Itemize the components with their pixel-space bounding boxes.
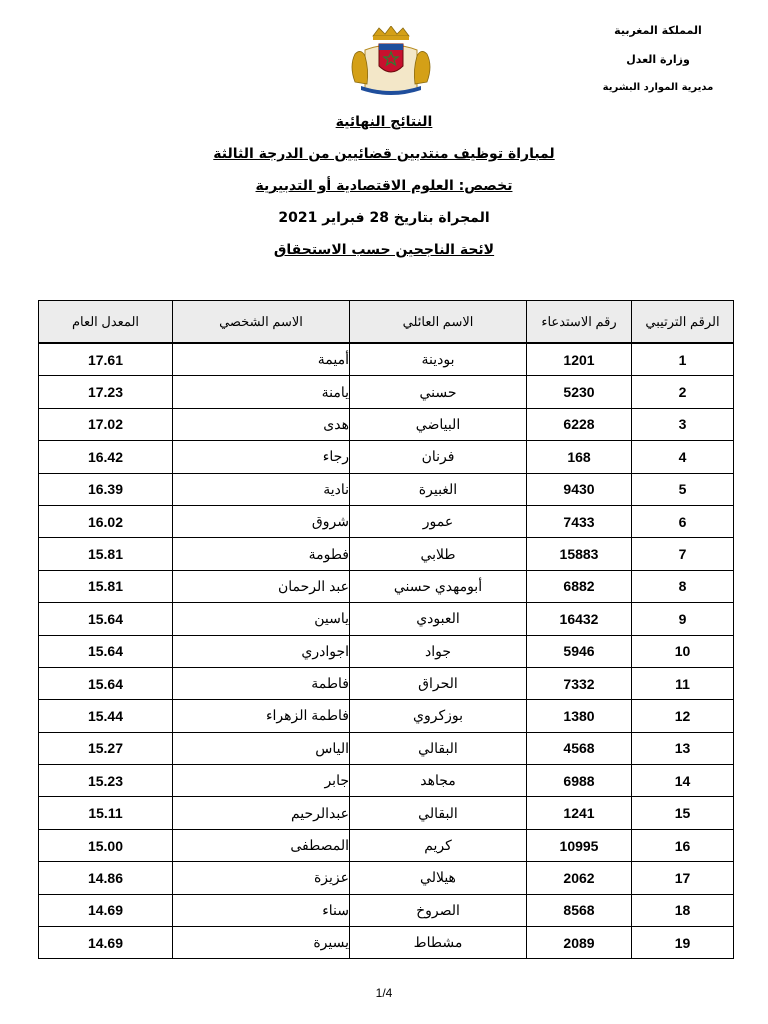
cell-family-name: كريم (350, 829, 527, 861)
cell-convocation-number: 9430 (527, 473, 632, 505)
table-row (39, 927, 734, 959)
cell-rank: 11 (632, 667, 734, 699)
table-row (39, 376, 734, 408)
cell-first-name: رجاء (173, 441, 350, 473)
cell-family-name: هيلالي (350, 862, 527, 894)
table-row (39, 894, 734, 926)
cell-family-name: مشطاط (350, 927, 527, 959)
cell-rank: 10 (632, 635, 734, 667)
cell-average: 15.11 (39, 797, 173, 829)
cell-convocation-number: 2089 (527, 927, 632, 959)
cell-average: 14.86 (39, 862, 173, 894)
cell-convocation-number: 16432 (527, 603, 632, 635)
cell-family-name: البياضي (350, 408, 527, 440)
table-row (39, 765, 734, 797)
title-ranked-list: لائحة الناجحين حسب الاستحقاق (273, 242, 495, 258)
cell-rank: 5 (632, 473, 734, 505)
cell-convocation-number: 4568 (527, 732, 632, 764)
cell-family-name: بودينة (350, 343, 527, 376)
header-average: المعدل العام (39, 301, 173, 344)
cell-convocation-number: 1380 (527, 700, 632, 732)
cell-rank: 13 (632, 732, 734, 764)
cell-first-name: عزيزة (173, 862, 350, 894)
cell-convocation-number: 1241 (527, 797, 632, 829)
cell-family-name: العبودي (350, 603, 527, 635)
table-row (39, 603, 734, 635)
cell-average: 17.23 (39, 376, 173, 408)
cell-average: 15.00 (39, 829, 173, 861)
cell-average: 17.02 (39, 408, 173, 440)
cell-family-name: فرنان (350, 441, 527, 473)
cell-rank: 4 (632, 441, 734, 473)
cell-rank: 14 (632, 765, 734, 797)
table-row (39, 408, 734, 440)
cell-first-name: يسيرة (173, 927, 350, 959)
table-row (39, 829, 734, 861)
directorate-label: مديرية الموارد البشرية (602, 82, 714, 93)
table-row (39, 797, 734, 829)
header-rank: الرقم الترتيبي (632, 301, 734, 344)
document-titles (0, 108, 768, 268)
cell-convocation-number: 15883 (527, 538, 632, 570)
cell-average: 15.44 (39, 700, 173, 732)
cell-first-name: اجوادري (173, 635, 350, 667)
ministry-label: وزارة العدل (626, 53, 690, 66)
page-number: 1/4 (375, 986, 393, 1000)
cell-convocation-number: 8568 (527, 894, 632, 926)
title-specialty: تخصص: العلوم الاقتصادية أو التدبيرية (255, 178, 513, 194)
kingdom-label: المملكة المغربية (614, 24, 702, 37)
cell-first-name: فاطمة (173, 667, 350, 699)
title-date: المجراة بتاريخ 28 فبراير 2021 (278, 210, 490, 226)
cell-rank: 17 (632, 862, 734, 894)
cell-family-name: الصروخ (350, 894, 527, 926)
cell-convocation-number: 6882 (527, 570, 632, 602)
cell-convocation-number: 7433 (527, 505, 632, 537)
cell-rank: 8 (632, 570, 734, 602)
cell-average: 14.69 (39, 894, 173, 926)
cell-convocation-number: 10995 (527, 829, 632, 861)
cell-family-name: عمور (350, 505, 527, 537)
cell-average: 15.64 (39, 635, 173, 667)
cell-convocation-number: 2062 (527, 862, 632, 894)
cell-first-name: عبد الرحمان (173, 570, 350, 602)
cell-first-name: يامنة (173, 376, 350, 408)
title-final-results: النتائج النهائية (335, 114, 433, 130)
table-row (39, 700, 734, 732)
table-row (39, 667, 734, 699)
cell-first-name: جابر (173, 765, 350, 797)
table-header-row (39, 301, 734, 344)
cell-average: 15.23 (39, 765, 173, 797)
cell-average: 15.27 (39, 732, 173, 764)
cell-rank: 18 (632, 894, 734, 926)
cell-convocation-number: 5946 (527, 635, 632, 667)
cell-family-name: جواد (350, 635, 527, 667)
cell-average: 14.69 (39, 927, 173, 959)
cell-first-name: ياسين (173, 603, 350, 635)
table-row (39, 343, 734, 376)
cell-family-name: الغبيرة (350, 473, 527, 505)
table-row (39, 635, 734, 667)
header-first-name: الاسم الشخصي (173, 301, 350, 344)
cell-average: 15.64 (39, 667, 173, 699)
cell-family-name: البقالي (350, 797, 527, 829)
table-row (39, 505, 734, 537)
cell-rank: 9 (632, 603, 734, 635)
cell-convocation-number: 6228 (527, 408, 632, 440)
cell-first-name: نادية (173, 473, 350, 505)
cell-rank: 7 (632, 538, 734, 570)
cell-first-name: الياس (173, 732, 350, 764)
cell-first-name: هدى (173, 408, 350, 440)
cell-convocation-number: 5230 (527, 376, 632, 408)
cell-average: 15.81 (39, 538, 173, 570)
cell-family-name: بوزكروي (350, 700, 527, 732)
cell-first-name: شروق (173, 505, 350, 537)
cell-average: 15.81 (39, 570, 173, 602)
cell-average: 16.39 (39, 473, 173, 505)
header-convocation-number: رقم الاستدعاء (527, 301, 632, 344)
results-table (38, 300, 734, 959)
cell-first-name: عبدالرحيم (173, 797, 350, 829)
table-row (39, 473, 734, 505)
cell-rank: 15 (632, 797, 734, 829)
issuer-block (588, 24, 728, 109)
cell-first-name: أميمة (173, 343, 350, 376)
table-row (39, 538, 734, 570)
cell-family-name: الحراق (350, 667, 527, 699)
cell-rank: 2 (632, 376, 734, 408)
cell-rank: 12 (632, 700, 734, 732)
cell-family-name: حسني (350, 376, 527, 408)
title-competition: لمباراة توظيف منتدبين قضائيين من الدرجة الثالثة (213, 146, 555, 162)
cell-family-name: مجاهد (350, 765, 527, 797)
table-row (39, 732, 734, 764)
table-row (39, 570, 734, 602)
cell-family-name: أبومهدي حسني (350, 570, 527, 602)
cell-first-name: فطومة (173, 538, 350, 570)
cell-family-name: طلابي (350, 538, 527, 570)
cell-rank: 1 (632, 343, 734, 376)
cell-convocation-number: 1201 (527, 343, 632, 376)
cell-first-name: المصطفى (173, 829, 350, 861)
header-family-name: الاسم العائلي (350, 301, 527, 344)
cell-first-name: فاطمة الزهراء (173, 700, 350, 732)
cell-convocation-number: 168 (527, 441, 632, 473)
cell-family-name: البقالي (350, 732, 527, 764)
cell-rank: 16 (632, 829, 734, 861)
cell-first-name: سناء (173, 894, 350, 926)
cell-average: 16.42 (39, 441, 173, 473)
moroccan-coat-of-arms-icon (343, 26, 439, 96)
cell-average: 17.61 (39, 343, 173, 376)
cell-rank: 3 (632, 408, 734, 440)
cell-average: 15.64 (39, 603, 173, 635)
cell-convocation-number: 6988 (527, 765, 632, 797)
table-row (39, 862, 734, 894)
cell-rank: 19 (632, 927, 734, 959)
cell-convocation-number: 7332 (527, 667, 632, 699)
cell-rank: 6 (632, 505, 734, 537)
cell-average: 16.02 (39, 505, 173, 537)
table-row (39, 441, 734, 473)
